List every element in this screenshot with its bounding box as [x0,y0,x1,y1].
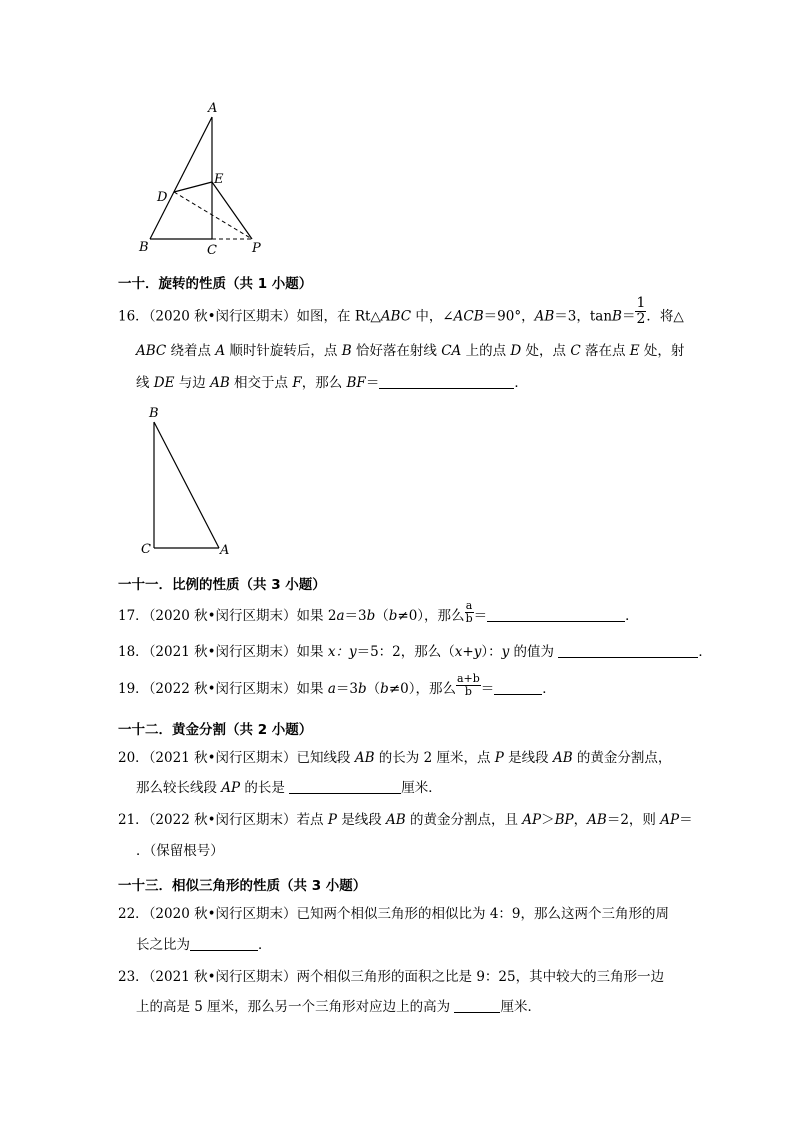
question-23-line-2: 上的高是 5 厘米，那么另一个三角形对应边上的高为 厘米． [136,999,541,1015]
answer-blank-17[interactable] [487,620,625,622]
section-heading-similar-triangles: 一十三．相似三角形的性质（共 3 小题） [118,878,367,894]
answer-blank-23[interactable] [454,1011,500,1013]
question-19: 19．（2022 秋•闵行区期末）如果 a＝3b（b≠0），那么 $\frac{a+b}{b}$ ＝ ． [118,672,556,699]
fig1-label-P: P [252,241,261,256]
fig2-label-A: A [220,543,230,558]
fig1-label-A: A [208,101,218,116]
fraction-a-over-b: $\frac{a}{b}$ [465,599,473,626]
fig2-label-C: C [141,542,151,557]
question-23-line-1: 23．（2021 秋•闵行区期末）两个相似三角形的面积之比是 9：25，其中较大的三角形一边 [118,969,665,985]
fig1-label-C: C [207,243,217,258]
answer-blank-19[interactable] [494,693,542,695]
answer-blank-22[interactable] [190,949,258,951]
question-22-line-1: 22．（2020 秋•闵行区期末）已知两个相似三角形的相似比为 4：9，那么这两个三角形的周 [118,906,670,922]
fraction-a-plus-b-over-b: $\frac{a+b}{b}$ [456,672,480,699]
section-heading-rotation: 一十．旋转的性质（共 1 小题） [118,276,313,292]
question-17: 17．（2020 秋•闵行区期末）如果 2a＝3b（b≠0），那么 $\frac{a}{b}$ ＝ ． [118,599,639,626]
figure-2-triangle [135,400,245,560]
section-heading-golden-ratio: 一十二．黄金分割（共 2 小题） [118,722,313,738]
fraction-one-half: $\frac{1}{2}$ [636,295,646,328]
fig1-label-B: B [139,240,149,255]
answer-blank-20[interactable] [289,792,401,794]
fig2-label-B: B [149,406,159,421]
fig1-label-D: D [157,190,168,205]
question-21-line-1: 21．（2022 秋•闵行区期末）若点 P 是线段 AB 的黄金分割点，且 AP＞BP，AB＝2，则 AP＝ [118,812,693,828]
question-20-line-2: 那么较长线段 AP 的长是 厘米． [136,780,442,796]
question-16-line-2: ABC 绕着点 A 顺时针旋转后，点 B 恰好落在射线 CA 上的点 D 处，点 C 落在点 E 处，射 [136,343,685,359]
answer-blank-18[interactable] [558,656,698,658]
question-16-line-1: 16．（2020 秋•闵行区期末）如图，在 Rt△ABC 中，∠ACB＝90°，AB＝3，tanB＝ $\frac{1}{2}$ ．将△ [118,295,684,328]
question-20-line-1: 20．（2021 秋•闵行区期末）已知线段 AB 的长为 2 厘米，点 P 是线段 AB 的黄金分割点， [118,750,672,766]
fig1-label-E: E [214,172,224,187]
question-22-line-2: 长之比为 ． [136,937,272,953]
figure-1-geometry [130,95,280,260]
question-21-line-2: ．（保留根号） [136,843,224,859]
section-heading-proportion: 一十一．比例的性质（共 3 小题） [118,577,326,593]
question-18: 18．（2021 秋•闵行区期末）如果 x：y＝5：2，那么（x+y）：y 的值为 ． [118,644,712,660]
question-16-line-3: 线 DE 与边 AB 相交于点 F，那么 BF＝ ． [136,375,528,391]
answer-blank-16[interactable] [379,387,514,389]
